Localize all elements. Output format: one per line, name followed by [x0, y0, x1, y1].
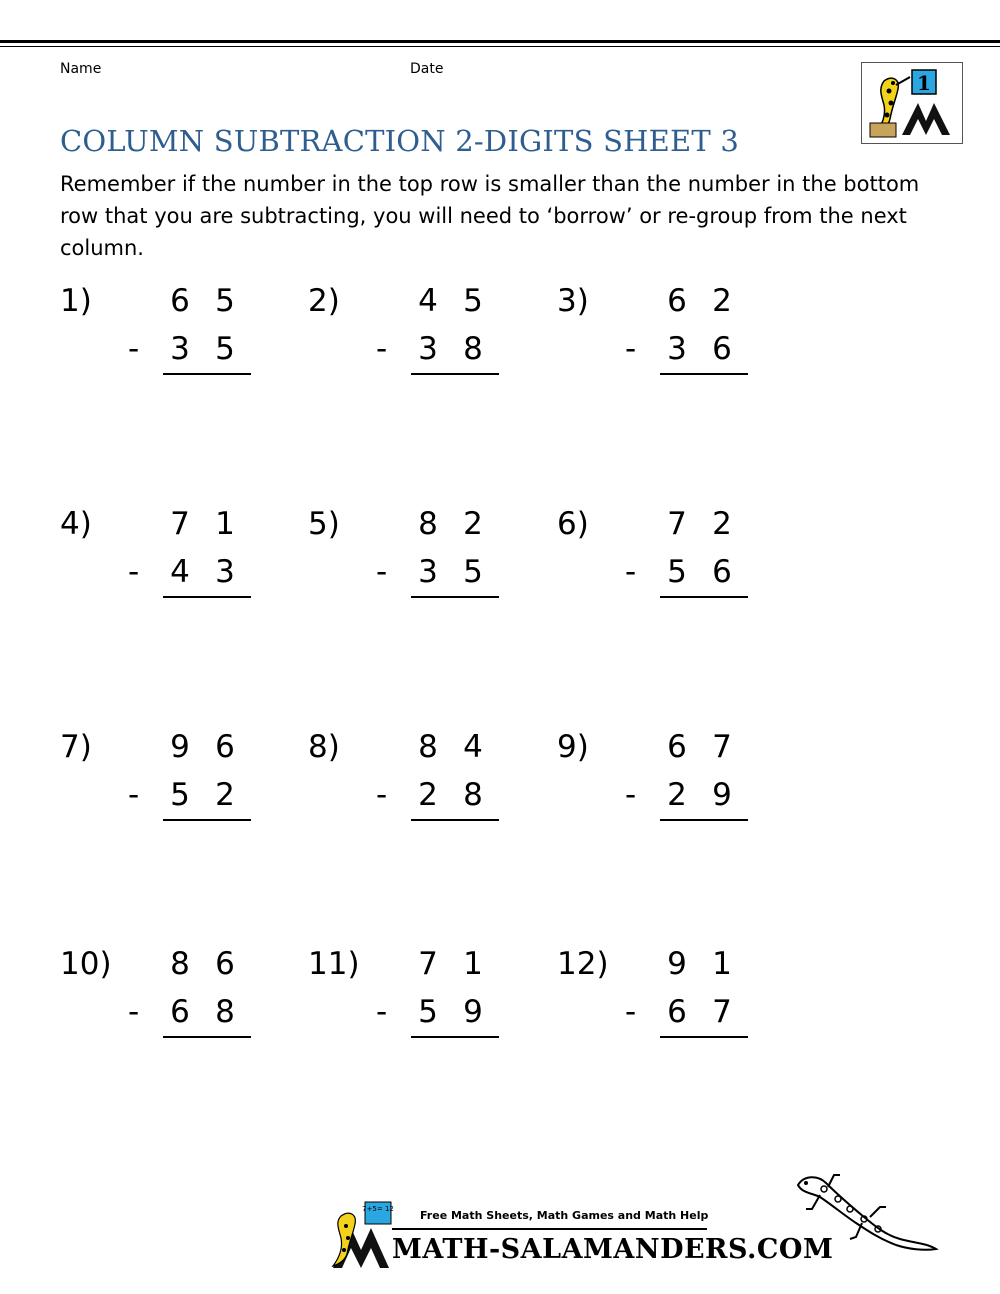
bottom-digit: 6	[667, 994, 687, 1030]
problem-12	[557, 946, 807, 1056]
minus-sign: -	[376, 331, 388, 367]
problem-1	[60, 283, 310, 393]
problem-number: 8)	[308, 729, 340, 765]
minus-sign: -	[376, 994, 388, 1030]
top-digit: 6	[667, 283, 687, 319]
top-digit: 6	[215, 946, 235, 982]
bottom-digit: 5	[667, 554, 687, 590]
top-rule-thin	[0, 46, 1000, 47]
top-digit: 7	[418, 946, 438, 982]
bottom-digit: 6	[712, 554, 732, 590]
problem-10	[60, 946, 310, 1056]
top-digit: 1	[712, 946, 732, 982]
answer-line[interactable]	[411, 819, 499, 821]
minus-sign: -	[376, 777, 388, 813]
top-digit: 4	[418, 283, 438, 319]
problem-3	[557, 283, 807, 393]
top-digit: 1	[463, 946, 483, 982]
minus-sign: -	[625, 554, 637, 590]
bottom-digit: 2	[667, 777, 687, 813]
top-digit: 7	[712, 729, 732, 765]
top-digit: 4	[463, 729, 483, 765]
problem-8	[308, 729, 558, 839]
problem-5	[308, 506, 558, 616]
answer-line[interactable]	[163, 596, 251, 598]
problem-number: 7)	[60, 729, 92, 765]
page-title: COLUMN SUBTRACTION 2-DIGITS SHEET 3	[60, 124, 739, 158]
top-digit: 6	[170, 283, 190, 319]
answer-line[interactable]	[660, 819, 748, 821]
minus-sign: -	[128, 777, 140, 813]
problem-11	[308, 946, 558, 1056]
bottom-digit: 3	[418, 331, 438, 367]
footer-tagline: Free Math Sheets, Math Games and Math Help	[420, 1209, 709, 1222]
answer-line[interactable]	[660, 596, 748, 598]
bottom-digit: 5	[170, 777, 190, 813]
answer-line[interactable]	[660, 1036, 748, 1038]
problem-number: 4)	[60, 506, 92, 542]
answer-line[interactable]	[163, 819, 251, 821]
bottom-digit: 3	[667, 331, 687, 367]
problem-number: 5)	[308, 506, 340, 542]
answer-line[interactable]	[163, 373, 251, 375]
bottom-digit: 5	[418, 994, 438, 1030]
answer-line[interactable]	[411, 596, 499, 598]
top-digit: 6	[215, 729, 235, 765]
bottom-digit: 8	[463, 331, 483, 367]
bottom-digit: 8	[215, 994, 235, 1030]
salamander-icon	[790, 1165, 940, 1265]
minus-sign: -	[625, 777, 637, 813]
problem-7	[60, 729, 310, 839]
date-label: Date	[410, 61, 444, 77]
problem-number: 10)	[60, 946, 112, 982]
grade-logo	[861, 62, 963, 144]
salamander-teacher-icon	[862, 63, 962, 143]
top-digit: 8	[170, 946, 190, 982]
problem-number: 9)	[557, 729, 589, 765]
bottom-digit: 3	[215, 554, 235, 590]
grade-number: 1	[917, 71, 931, 95]
instructions-text: Remember if the number in the top row is smaller than the number in the bottom row that you are subtracting, you will need to ‘borrow’ or re-group from the next column.	[60, 172, 920, 260]
top-digit: 2	[712, 283, 732, 319]
footer-site-name[interactable]: MATH-SALAMANDERS.COM	[392, 1234, 834, 1265]
top-digit: 2	[712, 506, 732, 542]
minus-sign: -	[376, 554, 388, 590]
bottom-digit: 3	[170, 331, 190, 367]
problem-number: 3)	[557, 283, 589, 319]
bottom-digit: 2	[418, 777, 438, 813]
bottom-digit: 8	[463, 777, 483, 813]
minus-sign: -	[625, 994, 637, 1030]
bottom-digit: 3	[418, 554, 438, 590]
minus-sign: -	[128, 994, 140, 1030]
answer-line[interactable]	[411, 1036, 499, 1038]
top-rule-thick	[0, 40, 1000, 43]
minus-sign: -	[128, 554, 140, 590]
problem-number: 1)	[60, 283, 92, 319]
top-digit: 9	[170, 729, 190, 765]
problem-number: 2)	[308, 283, 340, 319]
top-digit: 9	[667, 946, 687, 982]
bottom-digit: 7	[712, 994, 732, 1030]
problem-9	[557, 729, 807, 839]
bottom-digit: 5	[215, 331, 235, 367]
bottom-digit: 2	[215, 777, 235, 813]
name-label: Name	[60, 61, 102, 77]
answer-line[interactable]	[411, 373, 499, 375]
bottom-digit: 4	[170, 554, 190, 590]
top-digit: 5	[215, 283, 235, 319]
problem-2	[308, 283, 558, 393]
top-digit: 7	[667, 506, 687, 542]
bottom-digit: 6	[712, 331, 732, 367]
top-digit: 8	[418, 506, 438, 542]
top-digit: 2	[463, 506, 483, 542]
problem-number: 6)	[557, 506, 589, 542]
top-digit: 1	[215, 506, 235, 542]
footer-board-text: 7+5= 12	[362, 1205, 394, 1213]
top-digit: 7	[170, 506, 190, 542]
bottom-digit: 9	[463, 994, 483, 1030]
top-digit: 8	[418, 729, 438, 765]
problem-number: 12)	[557, 946, 609, 982]
problem-6	[557, 506, 807, 616]
bottom-digit: 9	[712, 777, 732, 813]
problem-4	[60, 506, 310, 616]
bottom-digit: 6	[170, 994, 190, 1030]
bottom-digit: 5	[463, 554, 483, 590]
top-digit: 5	[463, 283, 483, 319]
answer-line[interactable]	[660, 373, 748, 375]
problem-number: 11)	[308, 946, 360, 982]
minus-sign: -	[128, 331, 140, 367]
minus-sign: -	[625, 331, 637, 367]
top-digit: 6	[667, 729, 687, 765]
answer-line[interactable]	[163, 1036, 251, 1038]
footer-rule	[392, 1228, 707, 1230]
